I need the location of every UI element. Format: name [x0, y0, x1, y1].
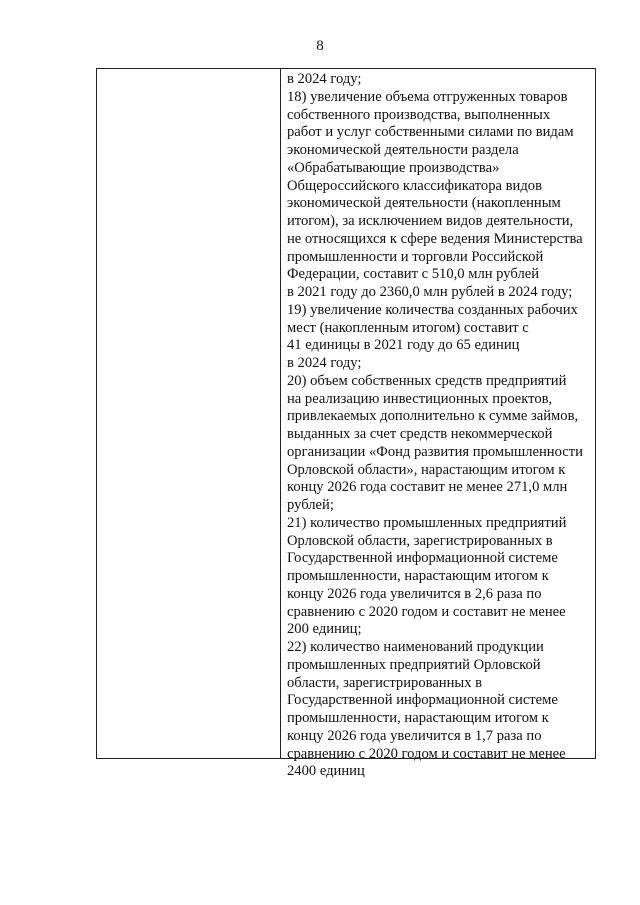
text-line: 21) количество промышленных предприятий: [287, 514, 567, 531]
text-line: мест (накопленным итогом) составит с: [287, 319, 529, 336]
text-line: организации «Фонд развития промышленности: [287, 443, 583, 460]
text-line: Государственной информационной системе: [287, 692, 558, 709]
text-line: Орловской области», нарастающим итогом к: [287, 461, 566, 478]
text-line: 200 единиц;: [287, 621, 362, 638]
table-left-cell: [97, 69, 281, 758]
text-line: привлекаемых дополнительно к сумме займов,: [287, 408, 579, 425]
text-line: экономической деятельности (накопленным: [287, 195, 561, 212]
text-line: Федерации, составит с 510,0 млн рублей: [287, 266, 540, 283]
text-line: не относящихся к сфере ведения Министерства: [287, 230, 583, 247]
text-line: концу 2026 года составит не менее 271,0 млн: [287, 479, 568, 496]
text-line: промышленности и торговли Российской: [287, 248, 544, 265]
text-line: «Обрабатывающие производства»: [287, 159, 500, 176]
text-line: Государственной информационной системе: [287, 550, 558, 567]
text-line: в 2024 году;: [287, 355, 362, 371]
text-line: промышленных предприятий Орловской: [287, 656, 541, 673]
text-line: 19) увеличение количества созданных рабочих: [287, 301, 578, 318]
text-line: 18) увеличение объема отгруженных товаров: [287, 88, 568, 105]
text-line: 22) количество наименований продукции: [287, 639, 544, 655]
text-line: области, зарегистрированных в: [287, 674, 483, 691]
text-line: сравнению с 2020 годом и составит не менее: [287, 603, 566, 620]
text-line: концу 2026 года увеличится в 2,6 раза по: [287, 585, 542, 602]
text-line: Орловской области, зарегистрированных в: [287, 532, 553, 549]
text-line: собственного производства, выполненных: [287, 106, 551, 123]
text-line: промышленности, нарастающим итогом к: [287, 710, 549, 726]
text-line: в 2024 году;: [287, 71, 362, 87]
text-line: Общероссийского классификатора видов: [287, 177, 542, 194]
text-line: 20) объем собственных средств предприятий: [287, 372, 567, 389]
text-line: промышленности, нарастающим итогом к: [287, 568, 549, 584]
text-line: сравнению с 2020 годом и составит не менее: [287, 745, 566, 762]
text-line: 41 единицы в 2021 году до 65 единиц: [287, 337, 520, 354]
page-number: 8: [316, 38, 324, 54]
text-line: итогом), за исключением видов деятельности,: [287, 213, 574, 229]
text-line: работ и услуг собственными силами по видам: [287, 124, 574, 141]
document-table: [96, 68, 596, 780]
text-line: концу 2026 года увеличится в 1,7 раза по: [287, 727, 542, 744]
text-line: экономической деятельности раздела: [287, 142, 519, 158]
text-line: на реализацию инвестиционных проектов,: [287, 390, 553, 407]
text-line: рублей;: [287, 497, 334, 513]
table-right-cell: [281, 69, 595, 780]
text-line: выданных за счет средств некоммерческой: [287, 426, 553, 442]
text-line: в 2021 году до 2360,0 млн рублей в 2024 году;: [287, 284, 573, 300]
text-line: 2400 единиц: [287, 763, 365, 780]
